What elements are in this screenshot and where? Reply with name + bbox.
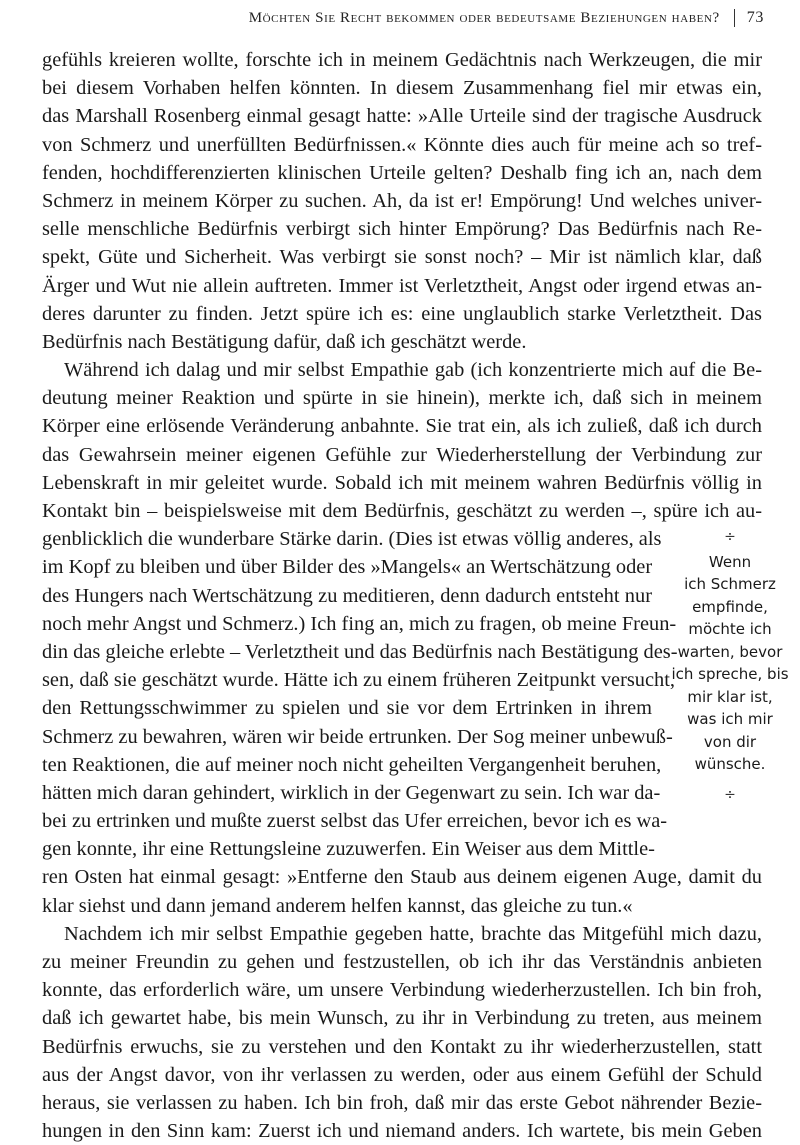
text-line: Ärger und Wut nie allein auftreten. Immer ist Verletztheit, Angst oder irgend etwas an- (42, 274, 762, 297)
text-line: fenden, hochdifferenzierten klinischen Urteile gelten? Deshalb fing ich an, nach dem (42, 161, 762, 184)
quote-line: von dir (703, 732, 757, 751)
text-line: Körper eine erlösende Veränderung anbahnte. Sie trat ein, als ich zuließ, daß ich durch (42, 415, 762, 438)
division-ornament-icon: ÷ (724, 786, 736, 803)
text-line: Bedürfnis erwuchs, sie zu verstehen und den Kontakt zu ihr wiederherzustellen, statt (42, 1035, 762, 1058)
paragraph-start-line: Während ich dalag und mir selbst Empathie gab (ich konzentrierte mich auf die Be- (64, 359, 762, 382)
text-line: heraus, sie verlassen zu haben. Ich bin froh, daß mir das erste Gebot nährender Bezie- (42, 1091, 762, 1114)
quote-line: mir klar ist, (687, 687, 773, 706)
quote-line: Wenn (708, 552, 752, 571)
text-line: den Rettungsschwimmer zu spielen und sie vor dem Ertrinken in ihrem (42, 697, 652, 720)
text-line: hungen in den Sinn kam: Zuerst ich und niemand anders. Ich wartete, bis mein Geben (42, 1120, 762, 1143)
quote-line: ich Schmerz (684, 575, 776, 593)
text-line: gen konnte, ihr eine Rettungsleine zuzuwerfen. Ein Weiser aus dem Mittle- (42, 838, 655, 861)
text-line: deres darunter zu finden. Jetzt spüre ich es: eine unglaublich starke Verletztheit. Das (42, 302, 762, 325)
text-line: Lebenskraft in mir geleitet wurde. Sobald ich mit meinem wahren Bedürfnis völlig in (42, 471, 762, 494)
division-ornament-icon: ÷ (724, 529, 736, 545)
page-number: 73 (746, 9, 764, 26)
text-line: das Gewahrsein meiner eigenen Gefühle zur Wiederherstellung der Verbindung zur (42, 443, 762, 466)
quote-line: wünsche. (694, 755, 766, 773)
text-line: von Schmerz und unerfüllten Bedürfnissen.« Könnte dies auch für meine ach so tref- (42, 133, 762, 156)
text-line: deutung meiner Reaktion und spürte in sie hinein), merkte ich, daß sich in meinem (42, 387, 762, 410)
text-line: im Kopf zu bleiben und über Bilder des »Mangels« an Wertschätzung oder (42, 556, 653, 579)
sidebar-quote (668, 526, 792, 806)
text-line: selle menschliche Bedürfnis verbirgt sich hinter Empörung? Das Bedürfnis nach Re- (42, 218, 762, 241)
text-line: Kontakt bin – beispielsweise mit dem Bedürfnis, geschätzt zu werden –, spüre ich au- (42, 500, 762, 522)
running-head-divider (734, 9, 735, 27)
text-line: gefühls kreieren wollte, forschte ich in meinem Gedächtnis nach Werkzeugen, die mir (42, 49, 762, 71)
quote-line: warten, bevor (677, 642, 783, 661)
paragraph-start-line: Nachdem ich mir selbst Empathie gegeben hatte, brachte das Mitgefühl mich dazu, (64, 922, 762, 945)
text-line: Bedürfnis nach Bestätigung dafür, daß ich geschätzt werde. (42, 330, 527, 353)
text-line: daß ich gewartet habe, bis mein Wunsch, zu ihr in Verbindung zu treten, aus meinem (42, 1007, 762, 1030)
text-line: konnte, das erforderlich wäre, um unsere Verbindung wiederherzustellen. Ich bin froh, (42, 979, 762, 1002)
text-line: Schmerz zu bewahren, wären wir beide ertrunken. Der Sog meiner unbewuß- (42, 725, 673, 748)
text-line: zu meiner Freundin zu gehen und festzustellen, ob ich ihr das Verständnis anbieten (42, 951, 762, 973)
text-line: des Hungers nach Wertschätzung zu meditieren, denn dadurch entsteht nur (42, 584, 652, 607)
text-line: hätten mich daran gehindert, wirklich in der Gegenwart zu sein. Ich war da- (42, 781, 661, 804)
text-line: ren Osten hat einmal gesagt: »Entferne den Staub aus deinem eigenen Auge, damit du (42, 866, 762, 889)
text-line: din das gleiche erlebte – Verletztheit und das Bedürfnis nach Bestätigung des- (42, 640, 678, 663)
text-line: das Marshall Rosenberg einmal gesagt hatte: »Alle Urteile sind der tragische Ausdruck (42, 105, 762, 128)
text-line: noch mehr Angst und Schmerz.) Ich fing an, mich zu fragen, ob meine Freun- (42, 612, 677, 635)
text-line: genblicklich die wunderbare Stärke darin. (Dies ist etwas völlig anderes, als (42, 528, 662, 551)
body-text (42, 46, 762, 1145)
text-line: ten Reaktionen, die auf meiner noch nicht geheilten Vergangenheit beruhen, (42, 753, 662, 776)
text-line: Schmerz in meinem Körper zu suchen. Ah, da ist er! Empörung! Und welches univer- (42, 189, 762, 212)
running-head-title: Möchten Sie Recht bekommen oder bedeutsame Beziehungen haben? (248, 9, 720, 26)
quote-line: was ich mir (687, 710, 773, 728)
text-line: klar siehst und dann jemand anderem helfen kannst, das gleiche zu tun.« (42, 894, 633, 917)
quote-line: möchte ich (688, 620, 772, 638)
text-line: aus der Angst davor, von ihr verlassen zu werden, oder aus einem Gefühl der Schuld (42, 1063, 762, 1086)
running-head (249, 9, 764, 27)
quote-line: empfinde, (692, 597, 768, 616)
text-line: bei diesem Vorhaben helfen könnten. In diesem Zusammenhang fiel mir etwas ein, (42, 77, 762, 100)
text-line: sen, daß sie geschätzt wurde. Hätte ich zu einem früheren Zeitpunkt versucht, (42, 669, 676, 692)
text-line: spekt, Güte und Sicherheit. Was verbirgt sie sonst noch? – Mir ist nämlich klar, daß (42, 246, 762, 269)
text-line: bei zu ertrinken und mußte zuerst selbst das Ufer erreichen, bevor ich es wa- (42, 810, 668, 833)
quote-line: ich spreche, bis (671, 665, 789, 683)
